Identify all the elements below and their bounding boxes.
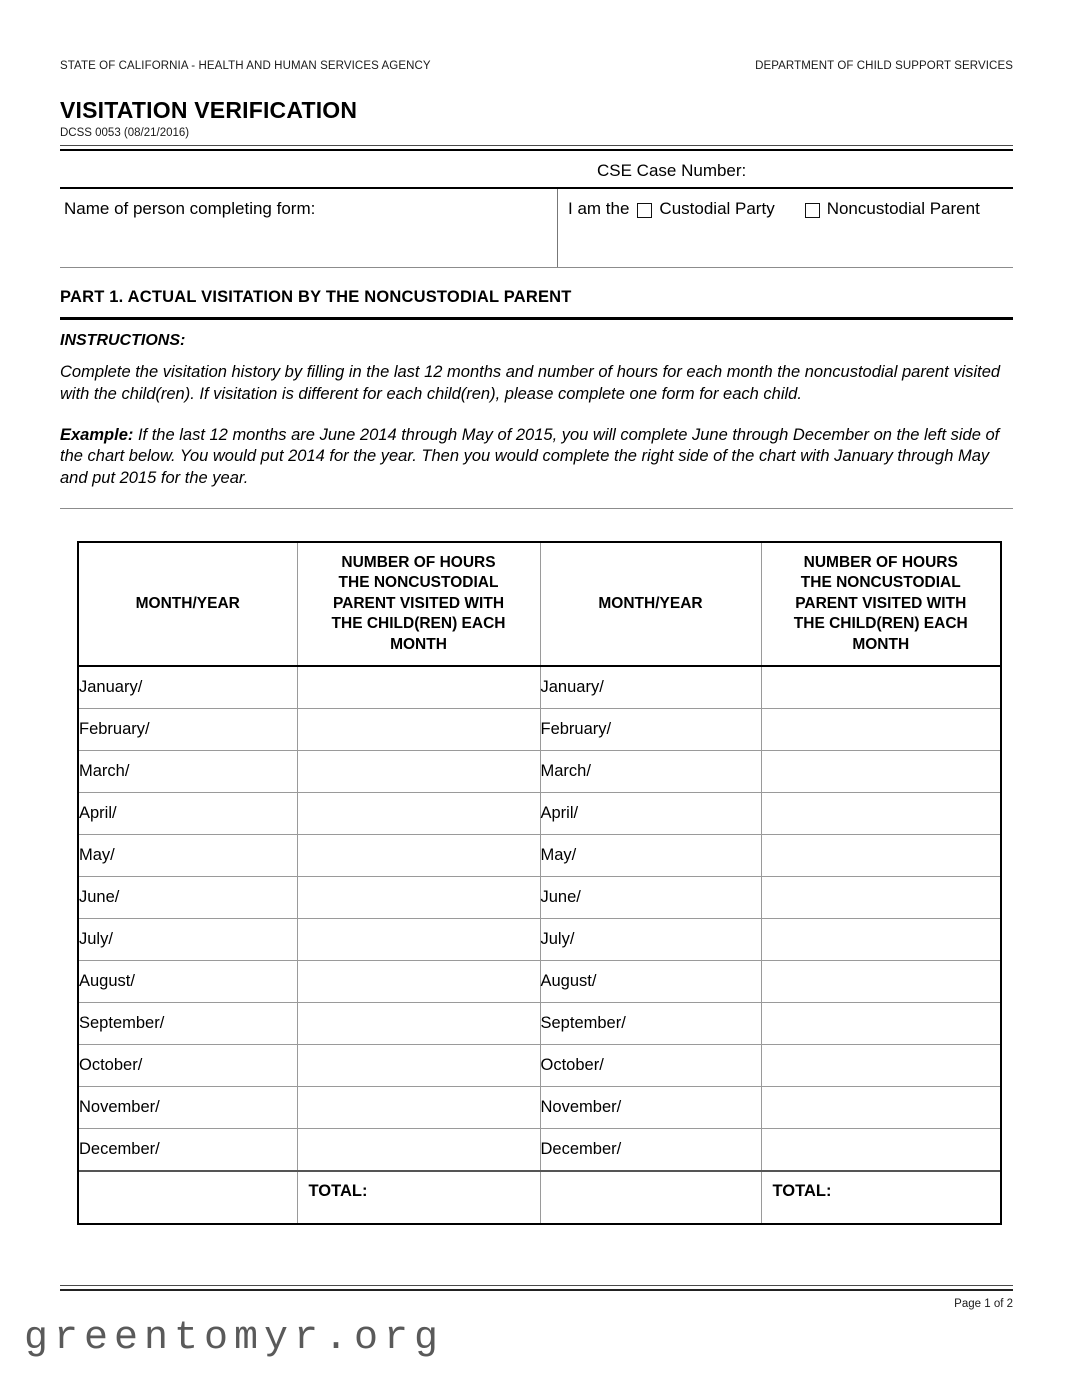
total-label-right-text: TOTAL: bbox=[772, 1182, 832, 1201]
header-month-year-right: MONTH/YEAR bbox=[540, 542, 761, 666]
table-row bbox=[78, 835, 1001, 877]
month-label-right: August/ bbox=[540, 961, 761, 1003]
header-hours-left bbox=[297, 542, 540, 666]
month-label-left: February/ bbox=[78, 709, 297, 751]
part-1-rule bbox=[60, 317, 1013, 320]
hours-input-right[interactable] bbox=[761, 1129, 1001, 1172]
month-label-left: August/ bbox=[78, 961, 297, 1003]
month-label-right: June/ bbox=[540, 877, 761, 919]
hours-input-left[interactable] bbox=[297, 1129, 540, 1172]
month-label-left: June/ bbox=[78, 877, 297, 919]
part-1-heading: PART 1. ACTUAL VISITATION BY THE NONCUSTODIAL PARENT bbox=[60, 288, 572, 307]
role-selection-cell bbox=[558, 189, 1013, 267]
table-row bbox=[78, 961, 1001, 1003]
table-row bbox=[78, 793, 1001, 835]
header-hours-right-line-5: MONTH bbox=[852, 635, 910, 653]
page-content bbox=[60, 0, 1013, 1225]
hours-input-right[interactable] bbox=[761, 877, 1001, 919]
hours-input-right[interactable] bbox=[761, 835, 1001, 877]
hours-input-right[interactable] bbox=[761, 961, 1001, 1003]
table-row bbox=[78, 1045, 1001, 1087]
instructions-bottom-rule bbox=[60, 508, 1013, 509]
example-paragraph bbox=[60, 425, 1013, 490]
table-header-row bbox=[78, 542, 1001, 666]
month-label-left: September/ bbox=[78, 1003, 297, 1045]
table-row bbox=[78, 751, 1001, 793]
month-label-left: May/ bbox=[78, 835, 297, 877]
table-body bbox=[78, 666, 1001, 1224]
month-label-left: April/ bbox=[78, 793, 297, 835]
form-number: DCSS 0053 (08/21/2016) bbox=[60, 127, 190, 140]
visitation-table-wrapper bbox=[77, 541, 1000, 1225]
table-row bbox=[78, 1003, 1001, 1045]
header-hours-left-line-2: THE NONCUSTODIAL bbox=[338, 574, 499, 592]
visitation-table bbox=[77, 541, 1002, 1225]
title-rule-thin bbox=[60, 145, 1013, 146]
header-hours-left-line-1: NUMBER OF HOURS bbox=[341, 553, 496, 571]
hours-input-left[interactable] bbox=[297, 1003, 540, 1045]
hours-input-right[interactable] bbox=[761, 793, 1001, 835]
hours-input-left[interactable] bbox=[297, 666, 540, 709]
month-label-right: February/ bbox=[540, 709, 761, 751]
agency-name-right: DEPARTMENT OF CHILD SUPPORT SERVICES bbox=[755, 60, 1013, 72]
footer-rule-thin bbox=[60, 1285, 1013, 1286]
title-rule-thick bbox=[60, 149, 1013, 151]
hours-input-right[interactable] bbox=[761, 1045, 1001, 1087]
month-label-right: January/ bbox=[540, 666, 761, 709]
hours-input-left[interactable] bbox=[297, 709, 540, 751]
table-row bbox=[78, 666, 1001, 709]
total-label-left-text: TOTAL: bbox=[308, 1182, 368, 1201]
example-body-text: If the last 12 months are June 2014 through May of 2015, you will complete June through December on the left side of the chart below. You would put 2014 for the year. Then you would complete the right side of the chart with January through May and put 2015 for the year. bbox=[60, 425, 1000, 488]
i-am-the-label: I am the bbox=[568, 199, 630, 219]
name-and-role-row bbox=[60, 187, 1013, 268]
month-label-right: September/ bbox=[540, 1003, 761, 1045]
header-month-year-left: MONTH/YEAR bbox=[78, 542, 297, 666]
hours-input-right[interactable] bbox=[761, 751, 1001, 793]
footer-rule-thick bbox=[60, 1289, 1013, 1291]
table-row bbox=[78, 1087, 1001, 1129]
header-hours-left-line-5: MONTH bbox=[390, 635, 447, 653]
cse-case-number-label: CSE Case Number: bbox=[597, 161, 747, 181]
table-total-row bbox=[78, 1171, 1001, 1224]
name-field-cell[interactable] bbox=[60, 189, 557, 267]
month-label-left: July/ bbox=[78, 919, 297, 961]
month-label-left: November/ bbox=[78, 1087, 297, 1129]
total-label-left bbox=[297, 1171, 540, 1224]
table-row bbox=[78, 919, 1001, 961]
noncustodial-parent-label[interactable]: Noncustodial Parent bbox=[826, 199, 980, 219]
month-label-right: October/ bbox=[540, 1045, 761, 1087]
month-label-left: December/ bbox=[78, 1129, 297, 1172]
header-hours-right-line-3: PARENT VISITED WITH bbox=[795, 594, 967, 612]
header-hours-left-line-4: THE CHILD(REN) EACH bbox=[331, 615, 506, 633]
instructions-body: Complete the visitation history by filling in the last 12 months and number of hours for each month the noncustodial parent visited with the child(ren). If visitation is different for each child(ren), please complete one form for each child. bbox=[60, 363, 1001, 403]
header-hours-right-line-2: THE NONCUSTODIAL bbox=[800, 574, 961, 592]
hours-input-left[interactable] bbox=[297, 835, 540, 877]
hours-input-right[interactable] bbox=[761, 709, 1001, 751]
header-hours-left-line-3: PARENT VISITED WITH bbox=[332, 594, 505, 612]
checkbox-custodial-party[interactable] bbox=[637, 203, 652, 218]
total-spacer-left bbox=[78, 1171, 297, 1224]
hours-input-left[interactable] bbox=[297, 751, 540, 793]
hours-input-right[interactable] bbox=[761, 919, 1001, 961]
site-watermark: greentomyr.org bbox=[24, 1316, 445, 1361]
case-number-row bbox=[60, 155, 1013, 187]
total-label-right bbox=[761, 1171, 1001, 1224]
hours-input-right[interactable] bbox=[761, 1087, 1001, 1129]
case-information-block bbox=[60, 155, 1013, 268]
hours-input-left[interactable] bbox=[297, 1045, 540, 1087]
page-footer bbox=[60, 1285, 1013, 1310]
month-label-left: March/ bbox=[78, 751, 297, 793]
header-hours-right-line-1: NUMBER OF HOURS bbox=[803, 553, 958, 571]
month-label-left: October/ bbox=[78, 1045, 297, 1087]
page-title: VISITATION VERIFICATION bbox=[60, 97, 358, 123]
page-number: Page 1 of 2 bbox=[954, 1298, 1013, 1310]
table-row bbox=[78, 877, 1001, 919]
hours-input-right[interactable] bbox=[761, 666, 1001, 709]
name-label: Name of person completing form: bbox=[64, 199, 316, 219]
month-label-right: July/ bbox=[540, 919, 761, 961]
hours-input-left[interactable] bbox=[297, 877, 540, 919]
hours-input-right[interactable] bbox=[761, 1003, 1001, 1045]
agency-name-left: STATE OF CALIFORNIA - HEALTH AND HUMAN SERVICES AGENCY bbox=[60, 60, 431, 72]
month-label-right: May/ bbox=[540, 835, 761, 877]
month-label-left: January/ bbox=[78, 666, 297, 709]
month-label-right: March/ bbox=[540, 751, 761, 793]
hours-input-left[interactable] bbox=[297, 1087, 540, 1129]
month-label-right: November/ bbox=[540, 1087, 761, 1129]
instructions-heading: INSTRUCTIONS: bbox=[60, 332, 186, 350]
hours-input-left[interactable] bbox=[297, 919, 540, 961]
table-header bbox=[78, 542, 1001, 666]
month-label-right: April/ bbox=[540, 793, 761, 835]
agency-header bbox=[60, 60, 1013, 72]
custodial-party-label[interactable]: Custodial Party bbox=[659, 199, 775, 219]
hours-input-left[interactable] bbox=[297, 793, 540, 835]
month-label-right: December/ bbox=[540, 1129, 761, 1172]
total-spacer-right bbox=[540, 1171, 761, 1224]
table-row bbox=[78, 709, 1001, 751]
header-hours-right-line-4: THE CHILD(REN) EACH bbox=[793, 615, 968, 633]
checkbox-noncustodial-parent[interactable] bbox=[805, 203, 820, 218]
table-row bbox=[78, 1129, 1001, 1172]
hours-input-left[interactable] bbox=[297, 961, 540, 1003]
example-lead-label: Example: bbox=[60, 425, 134, 444]
header-hours-right bbox=[761, 542, 1001, 666]
